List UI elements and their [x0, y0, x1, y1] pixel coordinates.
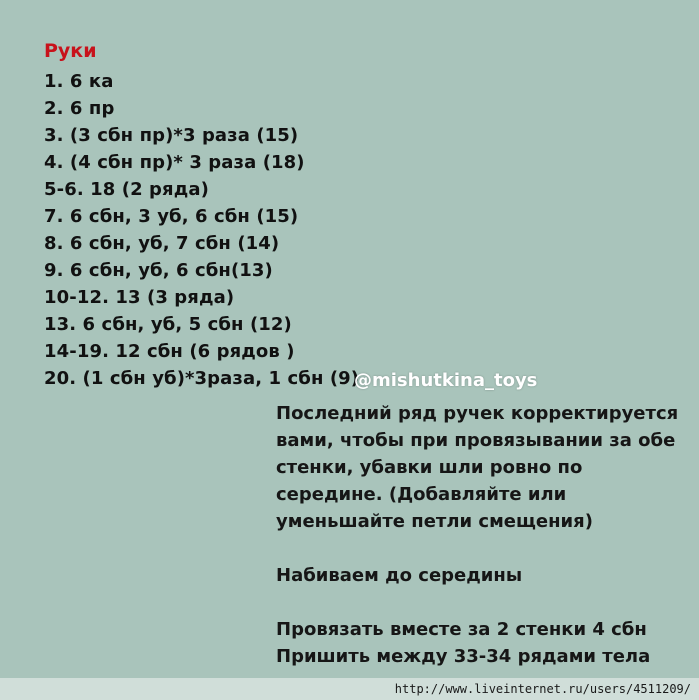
- pattern-row: 4. (4 сбн пр)* 3 раза (18): [44, 152, 305, 173]
- pattern-row: 20. (1 сбн уб)*3раза, 1 сбн (9): [44, 368, 360, 389]
- pattern-row: 7. 6 сбн, 3 уб, 6 сбн (15): [44, 206, 299, 227]
- instructions-note: [276, 400, 686, 670]
- pattern-row: 13. 6 сбн, уб, 5 сбн (12): [44, 314, 292, 335]
- pattern-row: 5-6. 18 (2 ряда): [44, 179, 209, 200]
- source-url-footer: [0, 678, 699, 700]
- pattern-row: 8. 6 сбн, уб, 7 сбн (14): [44, 233, 280, 254]
- note-line: Провязать вместе за 2 стенки 4 сбн: [276, 619, 647, 640]
- note-paragraph: Последний ряд ручек корректируется вами, чтобы при провязывании за обе стенки, убавки шли ровно по середине. (Добавляйте или уменьшайте петли смещения): [276, 403, 679, 532]
- pattern-row: 10-12. 13 (3 ряда): [44, 287, 235, 308]
- pattern-row: 9. 6 сбн, уб, 6 сбн(13): [44, 260, 273, 281]
- note-line: Пришить между 33-34 рядами тела: [276, 646, 651, 667]
- note-paragraph: Набиваем до середины: [276, 565, 523, 586]
- section-title: Руки: [44, 40, 97, 62]
- pattern-rows: [44, 68, 359, 392]
- source-url: http://www.liveinternet.ru/users/4511209/: [394, 682, 691, 696]
- pattern-row: 1. 6 ка: [44, 71, 114, 92]
- pattern-row: 14-19. 12 сбн (6 рядов ): [44, 341, 295, 362]
- pattern-row: 2. 6 пр: [44, 98, 115, 119]
- pattern-row: 3. (3 сбн пр)*3 раза (15): [44, 125, 299, 146]
- author-watermark: @mishutkina_toys: [354, 370, 538, 391]
